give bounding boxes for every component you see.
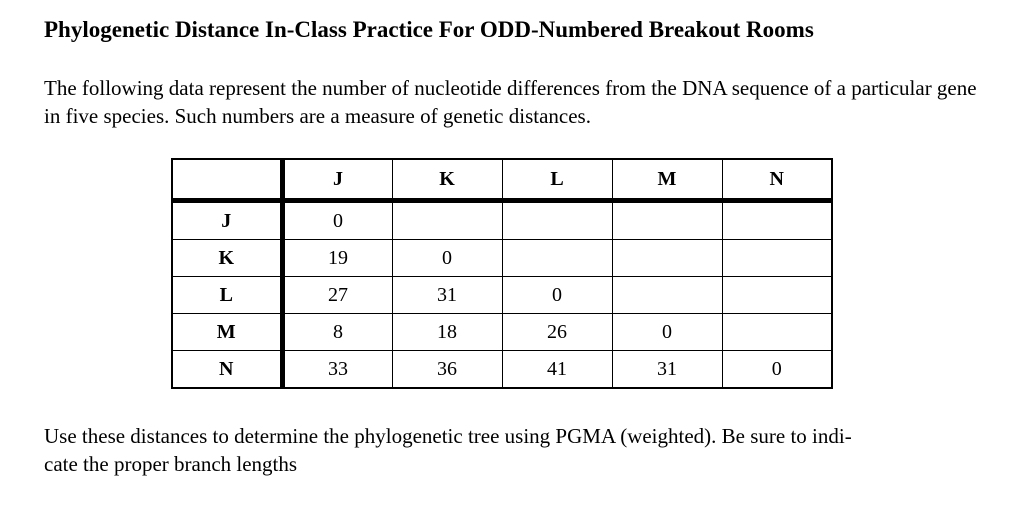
cell-k-l bbox=[502, 240, 612, 277]
cell-l-n bbox=[722, 277, 832, 314]
cell-m-l: 26 bbox=[502, 314, 612, 351]
table-row bbox=[172, 314, 832, 351]
column-header-m: M bbox=[612, 159, 722, 201]
page-title: Phylogenetic Distance In-Class Practice For ODD-Numbered Breakout Rooms bbox=[44, 17, 814, 42]
cell-j-n bbox=[722, 201, 832, 240]
cell-k-k: 0 bbox=[392, 240, 502, 277]
cell-j-j: 0 bbox=[282, 201, 392, 240]
cell-m-m: 0 bbox=[612, 314, 722, 351]
cell-m-n bbox=[722, 314, 832, 351]
cell-k-j: 19 bbox=[282, 240, 392, 277]
cell-n-j: 33 bbox=[282, 351, 392, 389]
intro-paragraph: The following data represent the number of nucleotide differences from the DNA sequence of a particular gene in five species. Such numbers are a measure of genetic distances. bbox=[44, 76, 977, 128]
instructions-line-1: Use these distances to determine the phylogenetic tree using PGMA (weighted). Be sure to indi- bbox=[44, 424, 852, 448]
row-header-n: N bbox=[172, 351, 282, 389]
column-header-j: J bbox=[282, 159, 392, 201]
row-header-j: J bbox=[172, 201, 282, 240]
cell-k-m bbox=[612, 240, 722, 277]
cell-k-n bbox=[722, 240, 832, 277]
cell-n-l: 41 bbox=[502, 351, 612, 389]
column-header-n: N bbox=[722, 159, 832, 201]
cell-n-k: 36 bbox=[392, 351, 502, 389]
cell-j-m bbox=[612, 201, 722, 240]
instructions-paragraph bbox=[44, 422, 974, 478]
table-header-row bbox=[172, 159, 832, 201]
cell-j-k bbox=[392, 201, 502, 240]
cell-m-j: 8 bbox=[282, 314, 392, 351]
cell-l-j: 27 bbox=[282, 277, 392, 314]
cell-l-k: 31 bbox=[392, 277, 502, 314]
table-row bbox=[172, 277, 832, 314]
row-header-m: M bbox=[172, 314, 282, 351]
table-row bbox=[172, 201, 832, 240]
column-header-l: L bbox=[502, 159, 612, 201]
table-row bbox=[172, 351, 832, 389]
cell-m-k: 18 bbox=[392, 314, 502, 351]
cell-n-m: 31 bbox=[612, 351, 722, 389]
row-header-l: L bbox=[172, 277, 282, 314]
cell-l-l: 0 bbox=[502, 277, 612, 314]
cell-j-l bbox=[502, 201, 612, 240]
table-corner-cell bbox=[172, 159, 282, 201]
distance-matrix-table bbox=[171, 158, 833, 389]
table-row bbox=[172, 240, 832, 277]
instructions-line-2: cate the proper branch lengths bbox=[44, 452, 298, 476]
row-header-k: K bbox=[172, 240, 282, 277]
cell-n-n: 0 bbox=[722, 351, 832, 389]
cell-l-m bbox=[612, 277, 722, 314]
column-header-k: K bbox=[392, 159, 502, 201]
